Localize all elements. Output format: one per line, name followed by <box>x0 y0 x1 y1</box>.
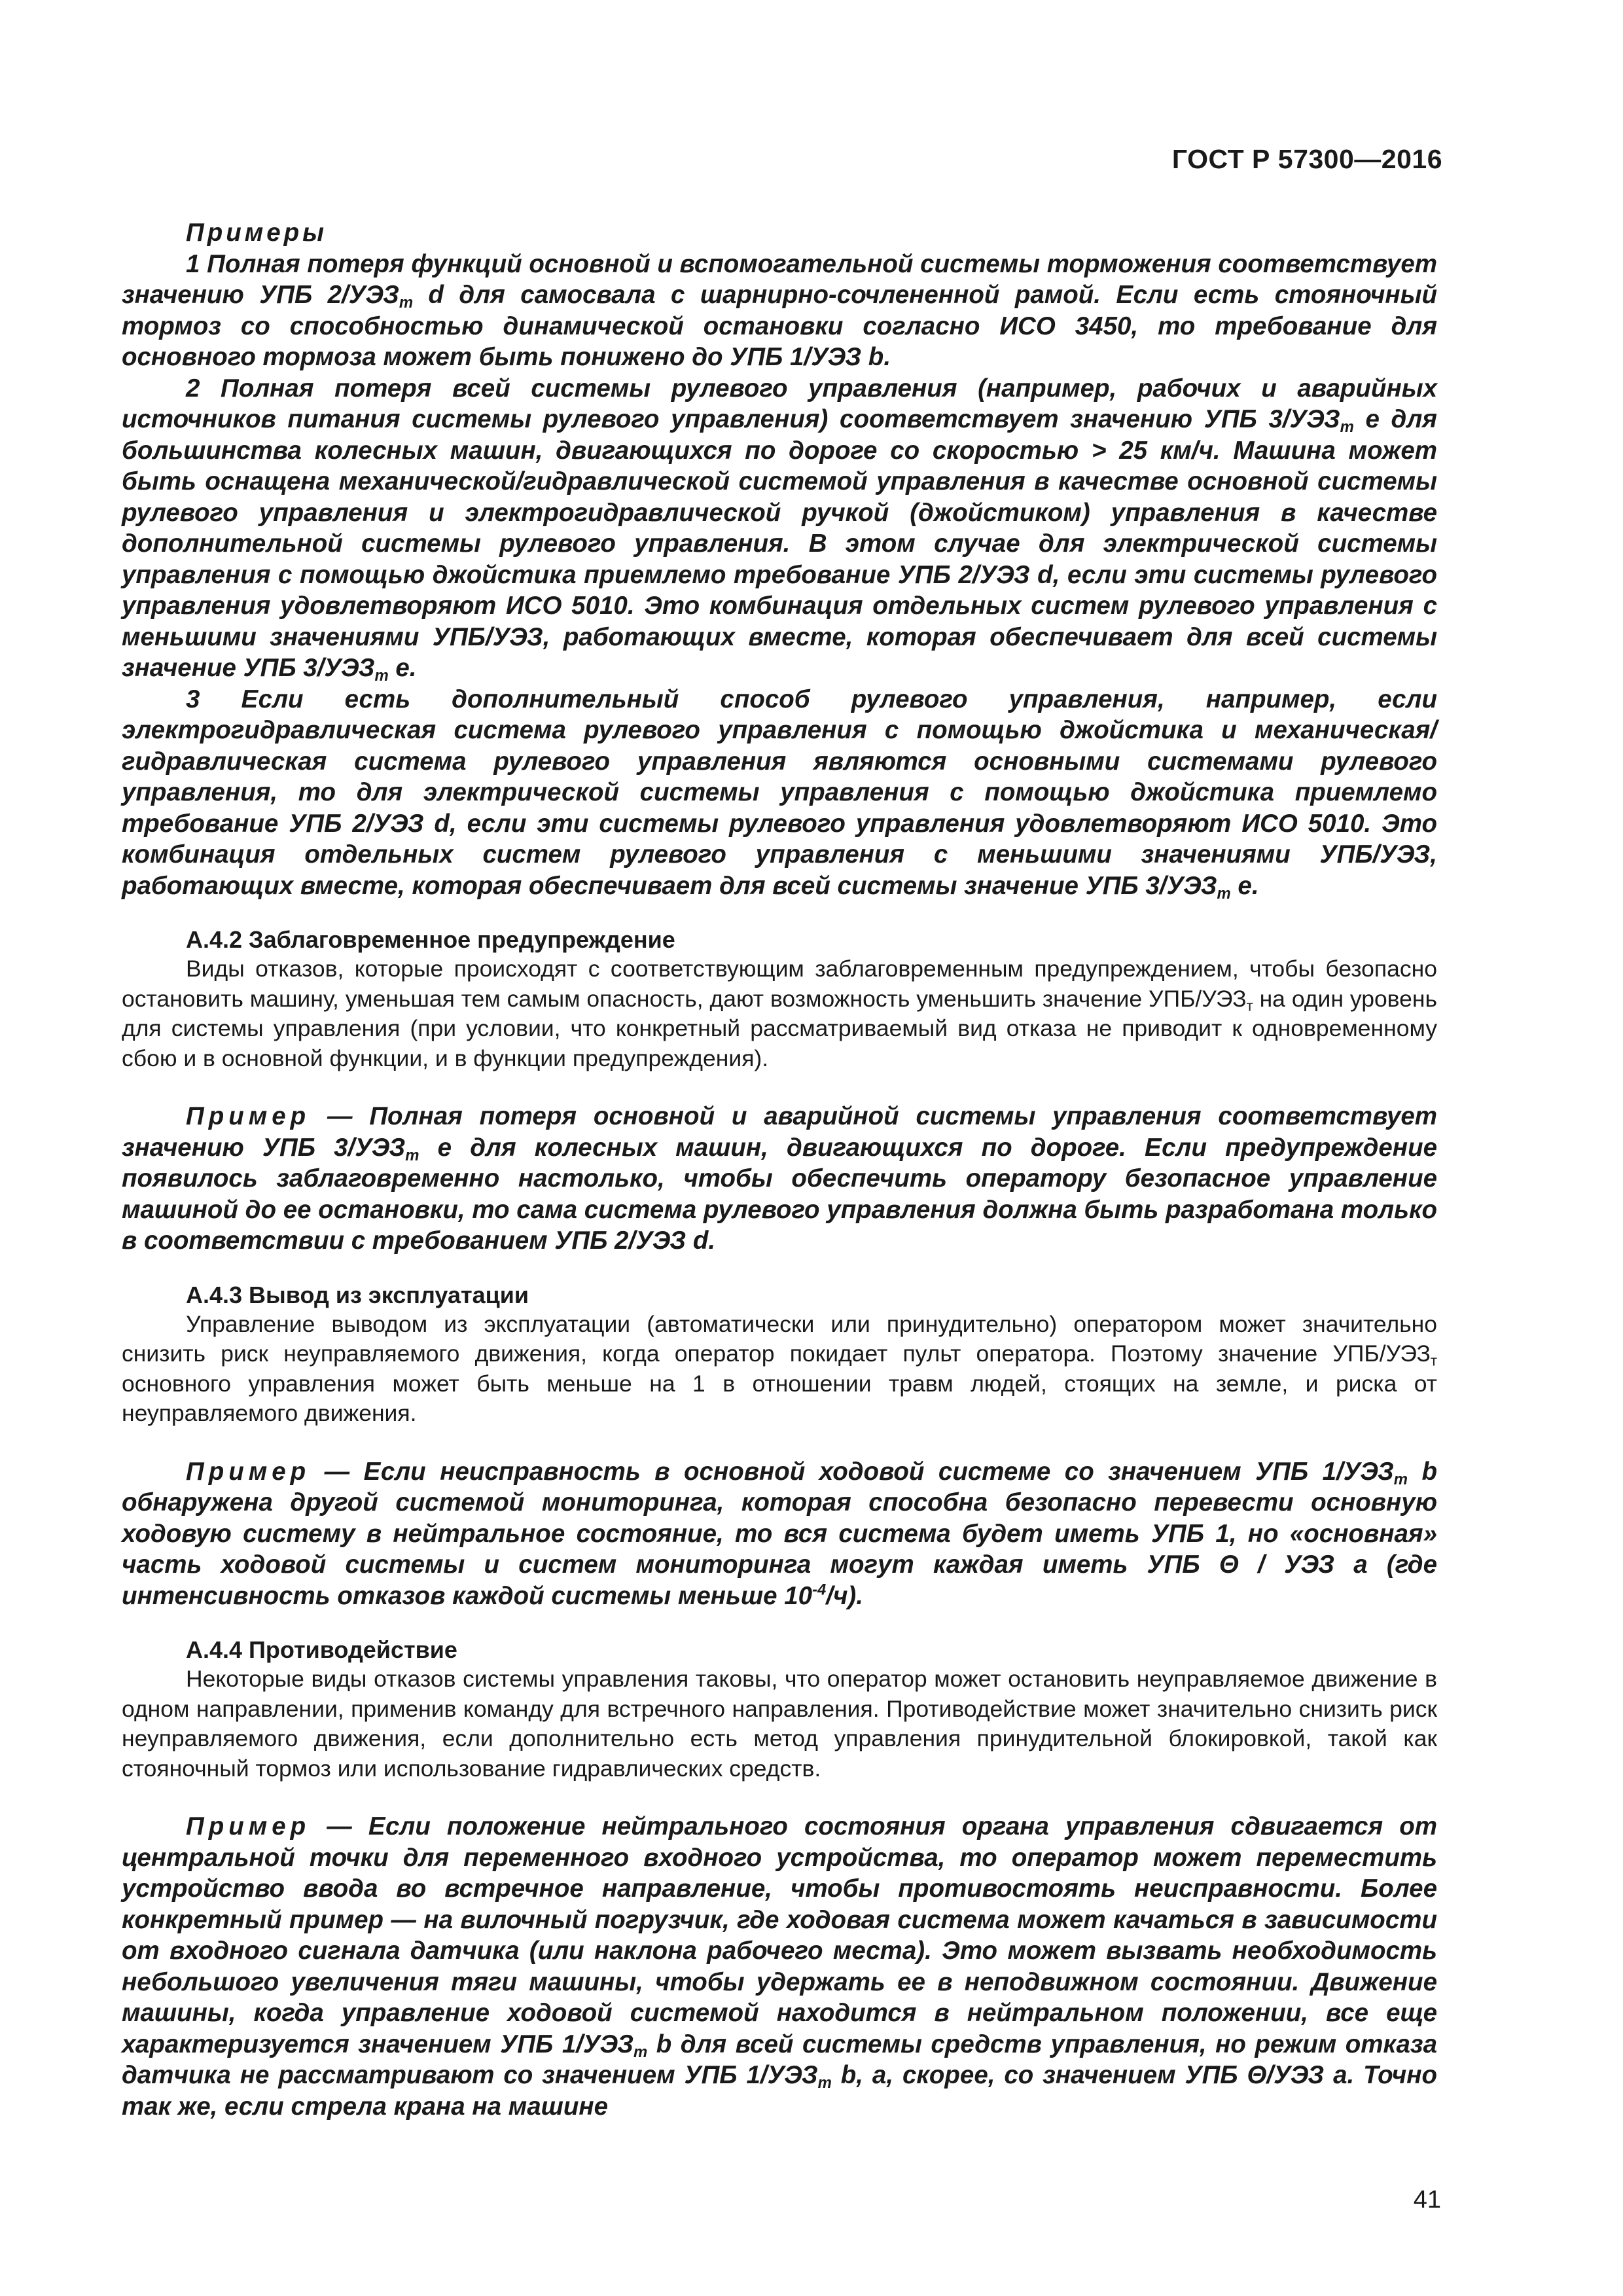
example-paragraph: 1 Полная потеря функций основной и вспомогательной системы торможения соответствует значению УПБ $2/УЭЗ_т$ d для самосвала с шарнирно-сочлененной рамой. Если есть стояночный тормоз со способностью динамической остановки согласно ИСО 3450, то требование для основного тормоза может быть понижено до УПБ 1/УЭЗ b. <box>122 249 1437 371</box>
body-paragraph: Виды отказов, которые происходят с соответствующим заблаговременным предупреждением, чтобы безопасно остановить машину, уменьшая тем самым опасность, дают возможность уменьшить значение УПБ/$УЭЗ_т$ на один уровень для системы управления (при условии, что конкретный рассматриваемый вид отказа не приводит к одновременному сбою и в основной функции, и в функции предупреждения). <box>122 956 1437 1071</box>
example-paragraph: 3 Если есть дополнительный способ рулевого управления, например, если электрогидравлическая система рулевого управления с помощью джойстика и механическая/гидравлическая система рулевого управления являются основными системами рулевого управления, то для электрической системы управления с помощью джойстика приемлемо требование УПБ 2/УЭЗ d, если эти системы рулевого управления удовлетворяют ИСО 5010. Это комбинация отдельных систем рулевого управления с меньшими значениями УПБ/УЭЗ, работающих вместе, которая обеспечивает для всей системы значение УПБ $3/УЭЗ_т$ e. <box>122 685 1437 903</box>
dash: — <box>324 1457 350 1486</box>
example-text: Полная потеря основной и аварийной системы управления соответствует значению УПБ $3/УЭЗ_т$ e для колесных машин, двигающихся по дороге. Если предупреждение появилось заблаговременно настолько, чтобы обеспечить оператору безопасное управление машиной до ее остановки, то сама система рулевого управления должна быть разработана только в соответствии с требованием УПБ 2/УЭЗ d. <box>122 1102 1438 1255</box>
example-text: Если положение нейтрального состояния органа управления сдвигается от центральной точки для переменного входного устройства, то оператор может переместить устройство ввода во встречное направление, чтобы противостоять неисправности. Более конкретный пример — на вилочный погрузчик, где ходовая система может качаться в зависимости от входного сигнала датчика (или наклона рабочего места). Это может вызвать необходимость небольшого увеличения тяги машины, чтобы удержать ее в неподвижном состоянии. Движение машины, когда управление ходовой системой находится в нейтральном положении, все еще характеризуется значением УПБ $1/УЭЗ_т$ b для всей системы средств управления, но режим отказа датчика не рассматривают со значением УПБ $1/УЭЗ_т$ b, а, скорее, со значением УПБ Θ/УЭЗ a. Точно так же, если стрела крана на машине <box>122 1812 1438 2121</box>
body-paragraph: Некоторые виды отказов системы управления таковы, что оператор может остановить неуправляемое движение в одном направлении, применив команду для встречного направления. Противодействие может значительно снизить риск неуправляемого движения, если дополнительно есть метод управления принудительной блокировкой, такой как стояночный тормоз или использование гидравлических средств. <box>122 1666 1437 1782</box>
example-note <box>122 1811 1437 2122</box>
body-paragraph: Управление выводом из эксплуатации (автоматически или принудительно) оператором может значительно снизить риск неуправляемого движения, когда оператор покидает пульт оператора. Поэтому значение УПБ/$УЭЗ_т$ основного управления может быть меньше на 1 в отношении травм людей, стоящих на земле, и риска от неуправляемого движения. <box>122 1310 1437 1426</box>
example-text: Если неисправность в основной ходовой системе со значением УПБ $1/УЭЗ_т$ b обнаружена другой системой мониторинга, которая способна безопасно перевести основную ходовую систему в нейтральное состояние, то вся система будет иметь УПБ 1, но «основная» часть ходовой системы и систем мониторинга могут каждая иметь УПБ Θ / УЭЗ a (где интенсивность отказов каждой системы меньше $10^{-4}/ч$). <box>122 1457 1437 1610</box>
example-label: Пример <box>186 1457 311 1486</box>
section-heading: А.4.2 Заблаговременное предупреждение <box>186 926 675 953</box>
examples-label: Примеры <box>186 219 328 247</box>
page-content <box>122 217 1437 2122</box>
example-note <box>122 1456 1437 1612</box>
dash: — <box>327 1812 352 1840</box>
example-label: Пример <box>186 1102 311 1130</box>
section-heading: А.4.3 Вывод из эксплуатации <box>186 1281 529 1308</box>
example-label: Пример <box>186 1812 311 1840</box>
dash: — <box>327 1102 353 1130</box>
document-header: ГОСТ Р 57300—2016 <box>1171 144 1442 174</box>
example-note <box>122 1101 1437 1257</box>
section-heading: А.4.4 Противодействие <box>186 1636 457 1663</box>
page-number: 41 <box>1413 2186 1441 2214</box>
example-paragraph: 2 Полная потеря всей системы рулевого управления (например, рабочих и аварийных источников питания системы рулевого управления) соответствует значению УПБ $3/УЭЗ_т$ e для большинства колесных машин, двигающихся по дороге со скоростью > 25 км/ч. Машина может быть оснащена механической/гидравлической системой управления в качестве основной системы рулевого управления и электрогидравлической ручкой (джойстиком) управления в качестве дополнительной системы рулевого управления. В этом случае для электрической системы управления с помощью джойстика приемлемо требование УПБ 2/УЭЗ d, если эти системы рулевого управления удовлетворяют ИСО 5010. Это комбинация отдельных систем рулевого управления с меньшими значениями УПБ/УЭЗ, работающих вместе, которая обеспечивает для всей системы значение УПБ $3/УЭЗ_т$ e. <box>122 374 1437 685</box>
